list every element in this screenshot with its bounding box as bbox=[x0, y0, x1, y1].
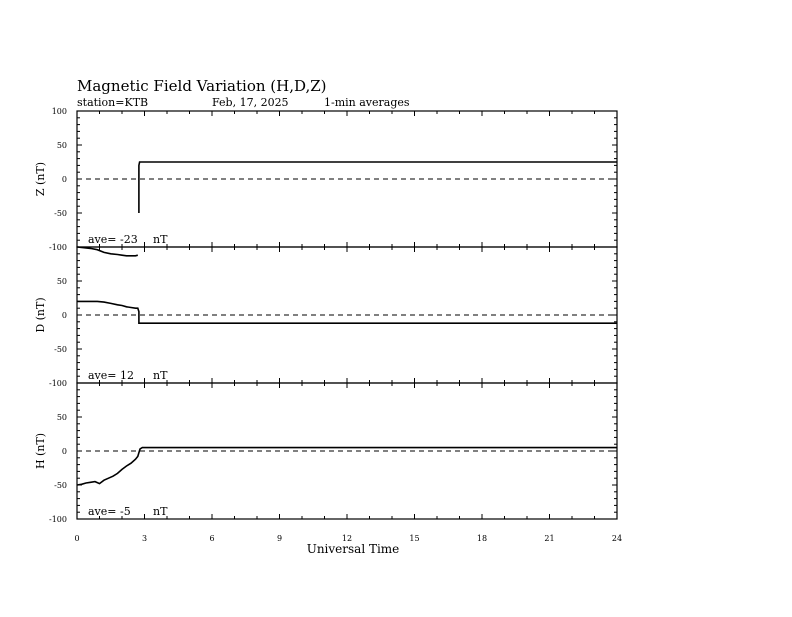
y-tick-label: -50 bbox=[54, 481, 67, 490]
x-tick-label: 0 bbox=[74, 534, 80, 543]
series-line-Z-0 bbox=[139, 162, 617, 213]
ave-unit-D: nT bbox=[153, 369, 168, 382]
y-tick-label: 100 bbox=[51, 107, 67, 116]
y-axis-label-Z: Z (nT) bbox=[34, 161, 47, 197]
ave-label-Z: ave= -23 bbox=[88, 233, 138, 246]
ave-label-D: ave= 12 bbox=[88, 369, 134, 382]
y-tick-label: 50 bbox=[56, 277, 67, 286]
y-tick-label: 0 bbox=[61, 175, 67, 184]
series-line-D-0 bbox=[77, 247, 138, 256]
x-axis-label: Universal Time bbox=[306, 542, 400, 556]
ave-unit-H: nT bbox=[153, 505, 168, 518]
date-label: Feb, 17, 2025 bbox=[212, 96, 289, 109]
averaging-label: 1-min averages bbox=[324, 96, 410, 109]
y-tick-label: -50 bbox=[54, 345, 67, 354]
station-label: station=KTB bbox=[77, 96, 149, 109]
ave-label-H: ave= -5 bbox=[88, 505, 131, 518]
x-tick-label: 12 bbox=[341, 534, 353, 543]
x-tick-label: 21 bbox=[544, 534, 555, 543]
x-tick-label: 3 bbox=[141, 534, 148, 543]
y-tick-label: 50 bbox=[56, 413, 67, 422]
y-tick-label: -100 bbox=[49, 515, 67, 524]
x-tick-label: 6 bbox=[209, 534, 215, 543]
ave-unit-Z: nT bbox=[153, 233, 168, 246]
series-line-H-0 bbox=[77, 448, 617, 485]
x-tick-label: 9 bbox=[276, 534, 283, 543]
y-axis-label-D: D (nT) bbox=[34, 297, 47, 333]
y-tick-label: -100 bbox=[49, 243, 67, 252]
y-tick-label: 0 bbox=[61, 447, 67, 456]
chart-title: Magnetic Field Variation (H,D,Z) bbox=[77, 77, 327, 95]
y-tick-label: -100 bbox=[49, 379, 67, 388]
plot-area bbox=[34, 107, 622, 543]
y-axis-label-H: H (nT) bbox=[34, 432, 47, 470]
x-tick-label: 24 bbox=[611, 534, 623, 543]
y-tick-label: 0 bbox=[61, 311, 67, 320]
x-tick-label: 15 bbox=[409, 534, 420, 543]
y-tick-label: 50 bbox=[56, 141, 67, 150]
y-tick-label: -50 bbox=[54, 209, 67, 218]
series-line-D-1 bbox=[77, 301, 617, 323]
x-tick-label: 18 bbox=[476, 534, 488, 543]
